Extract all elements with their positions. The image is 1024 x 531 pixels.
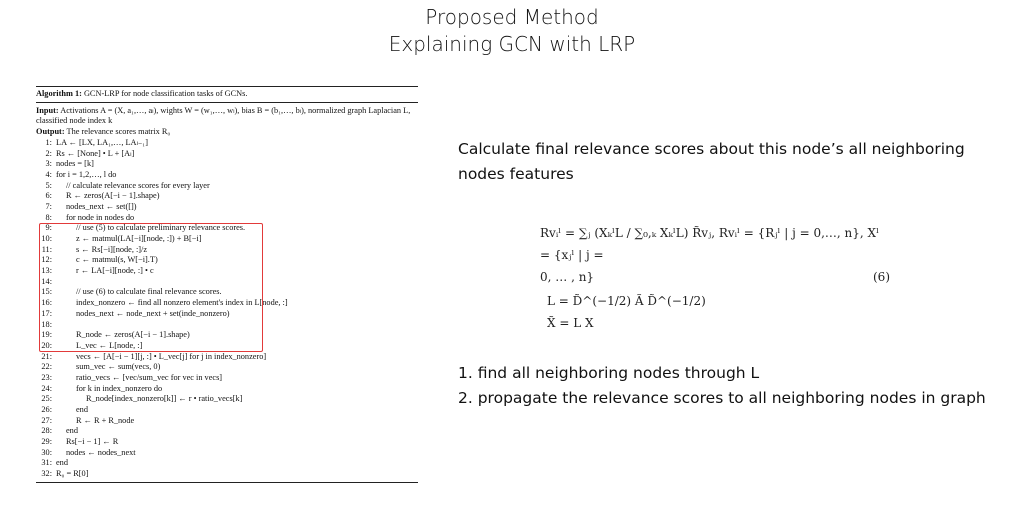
line-text: R_node ← zeros(A[−i − 1].shape) — [76, 330, 190, 340]
line-number: 31: — [41, 458, 52, 468]
step-1: 1. find all neighboring nodes through L — [458, 364, 760, 382]
line-number: 26: — [41, 405, 52, 414]
line-number: 10: — [41, 234, 52, 243]
line-text: R ← zeros(A[−i − 1].shape) — [66, 191, 160, 201]
equation-line-1: Rvᵢˡ = ∑ⱼ (XₖˡL / ∑₀,ₖ XₖˡL) R̃vⱼ, Rvᵢˡ = {Rⱼˡ | j = 0,…, n}, Xˡ = {xⱼˡ | j = — [540, 226, 879, 262]
line-number: 32: — [41, 469, 52, 479]
line-text: r ← LA[−i][node, :] • c — [76, 266, 154, 276]
line-number: 29: — [41, 437, 52, 447]
algorithm-line — [36, 405, 418, 416]
line-text: nodes = [k] — [56, 159, 94, 169]
line-text: // calculate relevance scores for every layer — [66, 180, 210, 190]
line-text: ratio_vecs ← [vec/sum_vec for vec in vecs] — [76, 372, 223, 382]
title-line-2: Explaining GCN with LRP — [388, 32, 636, 56]
line-number: 1: — [45, 137, 52, 147]
title-line-1: Proposed Method — [425, 5, 599, 29]
line-number: 22: — [41, 362, 52, 372]
algorithm-line — [36, 384, 418, 395]
algorithm-caption: Algorithm 1: GCN-LRP for node classification tasks of GCNs. — [36, 89, 248, 98]
line-text: Rs ← [None] • L + [Aₗ] — [56, 148, 135, 158]
line-number: 12: — [41, 255, 52, 265]
algorithm-line — [36, 469, 418, 480]
algorithm-line — [36, 138, 418, 149]
algorithm-line — [36, 373, 418, 384]
line-text: LA ← [LX, LA₁,…, LAₗ₋₁] — [56, 137, 148, 147]
line-number: 11: — [41, 244, 52, 254]
line-number: 13: — [41, 266, 52, 276]
line-number: 27: — [41, 415, 52, 425]
algorithm-input: Input: Activations A = (X, a₁,…, aₗ), wights W = (w₁,…, wₗ), bias B = (b₁,…, bₗ), normalized graph Laplacian L, classified node index k — [36, 105, 411, 126]
line-text: R ← R + R_node — [76, 415, 135, 425]
line-number: 14: — [41, 276, 52, 286]
algorithm-line — [36, 352, 418, 363]
line-number: 15: — [41, 287, 52, 297]
laplacian-equations — [547, 290, 706, 334]
equation-line-2: 0, … , n} — [540, 270, 595, 284]
line-number: 16: — [41, 298, 52, 308]
line-text: R_node[index_nonzero[k]] ← r • ratio_vecs[k] — [86, 394, 243, 404]
line-text: sum_vec ← sum(vecs, 0) — [76, 362, 161, 372]
line-text: end — [56, 458, 68, 468]
algorithm-line — [36, 202, 418, 213]
line-text: L_vec ← L[node, :] — [76, 340, 143, 350]
line-text: end — [76, 405, 88, 414]
line-number: 2: — [45, 148, 52, 158]
algorithm-line — [36, 159, 418, 170]
algorithm-output: Output: The relevance scores matrix R₀ — [36, 127, 171, 137]
algorithm-line — [36, 191, 418, 202]
line-number: 30: — [41, 447, 52, 457]
line-number: 4: — [45, 169, 52, 179]
highlight-box — [39, 223, 263, 352]
line-text: nodes ← nodes_next — [66, 447, 136, 457]
algorithm-line — [36, 362, 418, 373]
algorithm-line — [36, 394, 418, 405]
algorithm-line — [36, 437, 418, 448]
line-number: 7: — [45, 201, 52, 211]
line-number: 21: — [41, 351, 52, 361]
line-text: Rs[−i − 1] ← R — [66, 437, 119, 447]
line-text: R₀ = R[0] — [56, 469, 89, 479]
line-text: c ← matmul(s, W[−i].T) — [76, 255, 158, 265]
line-text: for node in nodes do — [66, 212, 135, 222]
step-2: 2. propagate the relevance scores to all neighboring nodes in graph — [458, 389, 986, 407]
line-text: // use (6) to calculate final relevance scores. — [76, 287, 222, 297]
line-number: 18: — [41, 319, 52, 329]
algorithm-line — [36, 170, 418, 181]
line-text: s ← Rs[−i][node, :]/z — [76, 244, 148, 254]
description-text: Calculate final relevance scores about this node’s all neighboring nodes features — [458, 140, 965, 183]
line-number: 20: — [41, 340, 52, 350]
line-number: 9: — [45, 223, 52, 233]
line-text: for i = 1,2,…, l do — [56, 169, 117, 179]
line-number: 3: — [45, 159, 52, 169]
slide-title — [0, 4, 1024, 58]
line-number: 23: — [41, 372, 52, 382]
laplacian-equation: L = D̃^(−1/2) Ã D̃^(−1/2) — [547, 294, 706, 308]
line-text: // use (5) to calculate preliminary relevance scores. — [76, 223, 246, 233]
algorithm-line — [36, 149, 418, 160]
line-text: nodes_next ← set([]) — [66, 201, 137, 211]
line-text: for k in index_nonzero do — [76, 383, 163, 393]
algorithm-line — [36, 213, 418, 224]
line-number: 5: — [45, 180, 52, 190]
algorithm-line — [36, 448, 418, 459]
line-number: 24: — [41, 383, 52, 393]
line-number: 25: — [41, 394, 52, 404]
line-number: 6: — [45, 191, 52, 201]
equation-6 — [540, 222, 890, 288]
line-text: index_nonzero ← find all nonzero element's index in L[node, :] — [76, 298, 288, 308]
line-text: end — [66, 426, 78, 436]
line-text: nodes_next ← node_next + set(inde_nonzero) — [76, 308, 230, 318]
line-number: 17: — [41, 308, 52, 318]
equation-number: (6) — [873, 270, 890, 284]
line-number: 19: — [41, 330, 52, 340]
line-text: vecs ← [A[−i − 1][j, :] • L_vec[j] for j in index_nonzero] — [76, 351, 267, 361]
algorithm-line — [36, 426, 418, 437]
line-text: z ← matmul(LA[−i][node, :]) + B[−i] — [76, 234, 202, 243]
line-number: 8: — [45, 212, 52, 222]
algorithm-line — [36, 458, 418, 469]
algorithm-line — [36, 181, 418, 192]
xtilde-equation: X̃ = L X — [547, 316, 594, 330]
steps-list — [458, 361, 988, 411]
line-number: 28: — [41, 426, 52, 436]
algorithm-line — [36, 416, 418, 427]
